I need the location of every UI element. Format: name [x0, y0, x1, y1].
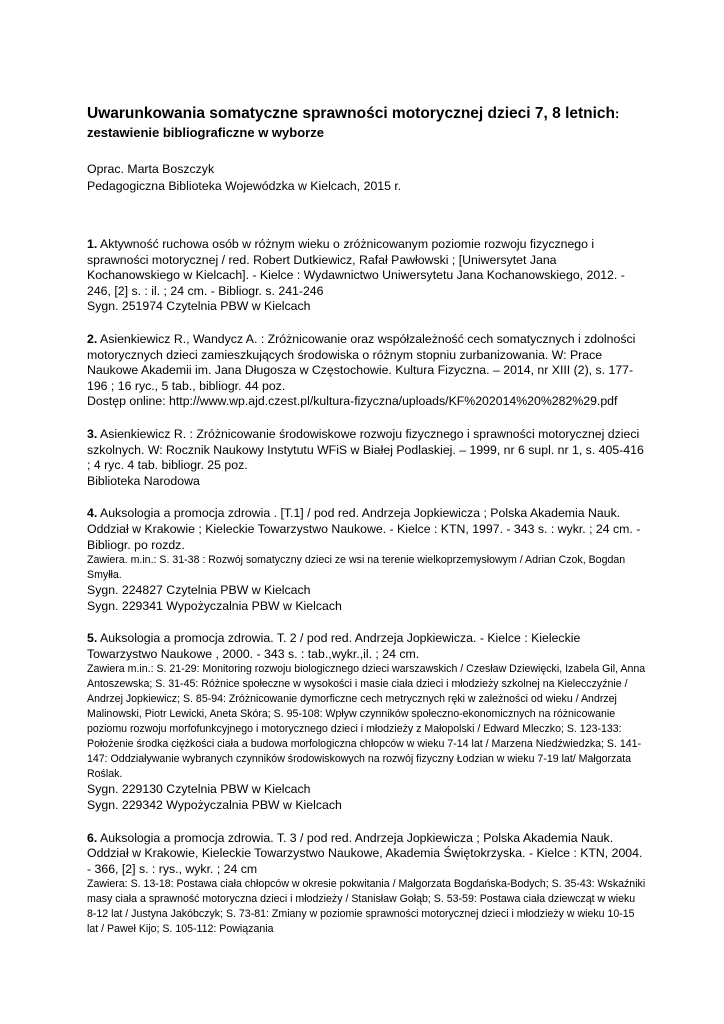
entry-text: Auksologia a promocja zdrowia. T. 3 / pod red. Andrzeja Jopkiewicza ; Polska Akademia Nauk. Oddział w Krakowie, Kieleckie Towarzystwo Naukowe, Akademia Świętokrzyska. - Kielce : KTN, 2004. - 366, [2] s. : rys., wykr. ; 24 cm: [87, 830, 643, 876]
entry-text: Asienkiewicz R. : Zróżnicowanie środowiskowe rozwoju fizycznego i sprawności motorycznej dzieci szkolnych. W: Rocznik Naukowy Instytutu WFiS w Białej Podlaskiej. – 1999, nr 6 supl. nr 1, s. 405-416 ; 4 ryc. 4 tab. bibliogr. 25 poz.: [87, 426, 644, 473]
document-title: [87, 104, 647, 142]
entry-number: 1.: [87, 237, 98, 251]
compiler: Oprac. Marta Boszczyk: [87, 162, 215, 176]
bibliography-entry: [87, 237, 647, 315]
title-subtitle: : zestawienie bibliograficzne w wyborze: [87, 106, 620, 140]
bibliography-entry: [87, 506, 647, 614]
entry-online-link[interactable]: Dostęp online: http://www.wp.ajd.czest.pl/kultura-fizyczna/uploads/KF%202014%20%282%29.pdf: [87, 394, 618, 409]
entry-text: Auksologia a promocja zdrowia. T. 2 / pod red. Andrzeja Jopkiewicza. - Kielce : Kieleckie Towarzystwo Naukowe , 2000. - 343 s. : tab.,wykr.,il. ; 24 cm.: [87, 631, 581, 661]
entry-number: 4.: [87, 506, 98, 521]
bibliography-entry: [87, 831, 647, 938]
publisher: Pedagogiczna Biblioteka Wojewódzka w Kielcach, 2015 r.: [87, 179, 402, 193]
document-meta: [87, 161, 647, 195]
entry-text: Asienkiewicz R., Wandycz A. : Zróżnicowanie oraz współzależność cech somatycznych i zdolności motorycznych dzieci zamieszkujących środowiska o różnym stopniu zurbanizowania. W: Prace Naukowe Akademii im. Jana Długosza w Częstochowie. Kultura Fizyczna. – 2014, nr XIII (2), s. 177-196 ; 16 ryc., 5 tab., bibliogr. 44 poz.: [87, 331, 636, 393]
entry-number: 3.: [87, 426, 98, 441]
entry-location: Biblioteka Narodowa: [87, 473, 200, 488]
entry-number: 2.: [87, 331, 98, 346]
entry-contents: Zawiera m.in.: S. 21-29: Monitoring rozwoju biologicznego dzieci warszawskich / Czesław Dziewięcki, Izabela Gil, Anna Antoszewska; S. 31-45: Różnice społeczne w wysokości i masie ciała dzieci i młodzieży szkolnej na Kielecczyźnie / Andrzej Jopkiewicz; S. 85-94: Zróżnicowanie dymorficzne cech metrycznych ręki w zależności od wieku / Andrzej Malinowski, Piotr Lewicki, Aneta Skóra; S. 95-108: Wpływ czynników społeczno-ekonomicznych na różnicowanie poziomu rozwoju morfofunkcyjnego i motorycznego dzieci i młodzieży z Małopolski / Edward Mleczko; S. 123-133: Położenie środka ciężkości ciała a budowa morfologiczna chłopców w wieku 7-14 lat / Marzena Niedźwiedzka; S. 141-147: Oddziaływanie wybranych czynników środowiskowych na rozwój fizyczny Łodzian w wieku 7-19 lat/ Małgorzata Roślak.: [87, 663, 646, 781]
entry-contents: Zawiera: S. 13-18: Postawa ciała chłopców w okresie pokwitania / Małgorzata Bogdańska-Bodych; S. 35-43: Wskaźniki masy ciała a sprawność motoryczna dzieci i młodzieży / Stanisław Gołąb; S. 53-59: Postawa ciała dziewcząt w wieku 8-12 lat / Justyna Jakóbczyk; S. 73-81: Zmiany w poziomie sprawności motorycznej dzieci i młodzieży w wieku 10-15 lat / Paweł Kijo; S. 105-112: Powiązania: [87, 878, 646, 936]
entry-number: 6.: [87, 830, 98, 845]
bibliography-entry: [87, 332, 647, 410]
entry-text: Aktywność ruchowa osób w różnym wieku o zróżnicowanym poziomie rozwoju fizycznego i sprawności motorycznej / red. Robert Dutkiewicz, Rafał Pawłowski ; [Uniwersytet Jana Kochanowskiego w Kielcach]. - Kielce : Wydawnictwo Uniwersytetu Jana Kochanowskiego, 2012. - 246, [2] s. : il. ; 24 cm. - Bibliogr. s. 241-246: [87, 237, 625, 298]
entry-location: Sygn. 229342 Wypożyczalnia PBW w Kielcach: [87, 798, 342, 813]
bibliography-entry: [87, 631, 647, 813]
bibliography-list: [87, 237, 647, 937]
bibliography-entry: [87, 427, 647, 489]
entry-text: Auksologia a promocja zdrowia . [T.1] / pod red. Andrzeja Jopkiewicza ; Polska Akademia Nauk. Oddział w Krakowie ; Kieleckie Towarzystwo Naukowe. - Kielce : KTN, 1997. - 343 s. : wykr. ; 24 cm. - Bibliogr. po rozdz.: [87, 506, 641, 552]
entry-location: Sygn. 229341 Wypożyczalnia PBW w Kielcach: [87, 598, 342, 613]
entry-location: Sygn. 251974 Czytelnia PBW w Kielcach: [87, 299, 311, 314]
entry-location: Sygn. 224827 Czytelnia PBW w Kielcach: [87, 583, 311, 598]
entry-location: Sygn. 229130 Czytelnia PBW w Kielcach: [87, 782, 311, 797]
document-page: [87, 104, 647, 954]
entry-number: 5.: [87, 631, 98, 646]
title-main: Uwarunkowania somatyczne sprawności motorycznej dzieci 7, 8 letnich: [87, 105, 616, 122]
entry-contents: Zawiera. m.in.: S. 31-38 : Rozwój somatyczny dzieci ze wsi na terenie wielkoprzemysłowym / Adrian Czok, Bogdan Smyłła.: [87, 554, 626, 582]
